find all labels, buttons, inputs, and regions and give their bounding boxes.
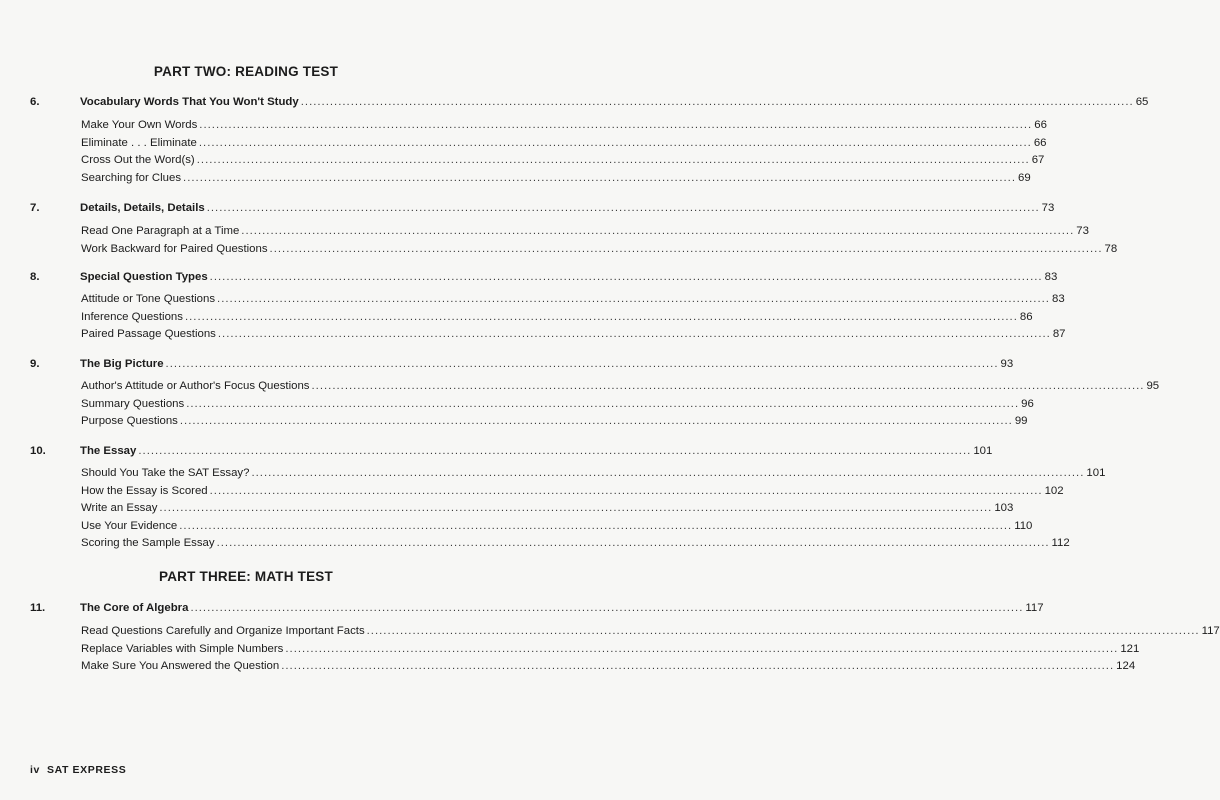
- toc-section[interactable]: [81, 642, 1140, 656]
- page-number: 101: [973, 445, 993, 457]
- toc-chapter-7[interactable]: [30, 201, 1055, 215]
- chapter-title: Vocabulary Words That You Won't Study: [80, 96, 299, 108]
- chapter-title: Special Question Types: [80, 271, 208, 283]
- page-number: 103: [994, 502, 1014, 514]
- page-number: 99: [1014, 415, 1028, 427]
- chapter-number: 11.: [30, 602, 46, 614]
- page-number: 66: [1033, 136, 1047, 149]
- chapter-title: The Essay: [80, 445, 137, 457]
- leader-dots: ........................................................................................................................................................................................................: [241, 225, 1075, 237]
- section-title: Read Questions Carefully and Organize Important Facts: [81, 625, 365, 637]
- section-title: Should You Take the SAT Essay?: [81, 467, 250, 479]
- toc-section[interactable]: [81, 153, 1045, 167]
- section-title: Make Your Own Words: [81, 119, 198, 131]
- section-title: Cross Out the Word(s): [81, 154, 195, 166]
- page-number: 87: [1052, 328, 1066, 340]
- page-number: 101: [1086, 467, 1106, 479]
- leader-dots: ........................................................................................................................................................................................................: [217, 328, 1051, 340]
- toc-section[interactable]: [81, 414, 1028, 428]
- page-number: 86: [1019, 310, 1033, 323]
- leader-dots: ........................................................................................................................................................................................................: [209, 271, 1043, 283]
- toc-section[interactable]: [81, 624, 1220, 638]
- footer-page-number: iv: [30, 764, 40, 776]
- leader-dots: ........................................................................................................................................................................................................: [300, 96, 1134, 108]
- section-title: Author's Attitude or Author's Focus Questions: [81, 380, 310, 392]
- page-number: 112: [1051, 537, 1070, 549]
- page-number: 83: [1051, 293, 1065, 305]
- page-number: 124: [1116, 660, 1136, 672]
- leader-dots: ........................................................................................................................................................................................................: [251, 467, 1085, 479]
- toc-section[interactable]: [81, 327, 1066, 341]
- toc-section[interactable]: [81, 171, 1031, 185]
- leader-dots: ........................................................................................................................................................................................................: [209, 484, 1043, 497]
- toc-section[interactable]: [81, 242, 1118, 256]
- page-number: 78: [1104, 242, 1118, 255]
- section-title: Work Backward for Paired Questions: [81, 242, 268, 255]
- toc-chapter-11[interactable]: [30, 601, 1044, 615]
- leader-dots: ........................................................................................................................................................................................................: [179, 519, 1013, 532]
- leader-dots: ........................................................................................................................................................................................................: [190, 602, 1024, 614]
- toc-chapter-6[interactable]: [30, 95, 1149, 109]
- toc-chapter-9[interactable]: [30, 357, 1014, 371]
- leader-dots: ........................................................................................................................................................................................................: [206, 202, 1040, 214]
- section-title: Summary Questions: [81, 397, 185, 410]
- leader-dots: ........................................................................................................................................................................................................: [186, 397, 1020, 410]
- page-footer: [30, 764, 126, 776]
- toc-section[interactable]: [81, 519, 1033, 533]
- section-title: Write an Essay: [81, 502, 158, 514]
- toc-section[interactable]: [81, 292, 1065, 306]
- chapter-number: 10.: [30, 445, 46, 457]
- leader-dots: ........................................................................................................................................................................................................: [165, 358, 999, 370]
- page-number: 73: [1076, 225, 1089, 237]
- chapter-number: 7.: [30, 202, 40, 214]
- toc-section[interactable]: [81, 379, 1160, 393]
- toc-section[interactable]: [81, 118, 1047, 132]
- section-title: Searching for Clues: [81, 171, 182, 184]
- leader-dots: ........................................................................................................................................................................................................: [269, 242, 1103, 255]
- chapter-number: 8.: [30, 271, 40, 283]
- page-number: 69: [1018, 171, 1031, 184]
- leader-dots: ........................................................................................................................................................................................................: [199, 119, 1033, 131]
- section-title: Purpose Questions: [81, 415, 178, 427]
- section-title: Eliminate . . . Eliminate: [81, 136, 197, 149]
- section-title: Attitude or Tone Questions: [81, 293, 216, 305]
- page-number: 110: [1014, 519, 1033, 532]
- leader-dots: ........................................................................................................................................................................................................: [196, 154, 1030, 166]
- toc-section[interactable]: [81, 484, 1064, 498]
- chapter-title: Details, Details, Details: [80, 202, 205, 214]
- leader-dots: ........................................................................................................................................................................................................: [179, 415, 1013, 427]
- toc-section[interactable]: [81, 536, 1070, 550]
- section-title: Make Sure You Answered the Question: [81, 660, 280, 672]
- section-title: Use Your Evidence: [81, 519, 178, 532]
- section-title: Scoring the Sample Essay: [81, 537, 215, 549]
- leader-dots: ........................................................................................................................................................................................................: [285, 642, 1119, 655]
- toc-section[interactable]: [81, 466, 1106, 480]
- leader-dots: ........................................................................................................................................................................................................: [217, 293, 1050, 305]
- section-title: Inference Questions: [81, 310, 183, 323]
- leader-dots: ........................................................................................................................................................................................................: [281, 660, 1115, 672]
- section-title: Replace Variables with Simple Numbers: [81, 642, 284, 655]
- part-title: PART TWO: READING TEST: [153, 64, 339, 79]
- page-number: 102: [1044, 484, 1064, 497]
- toc-section[interactable]: [81, 224, 1089, 238]
- toc-chapter-10[interactable]: [30, 444, 993, 458]
- part-title: PART THREE: MATH TEST: [159, 569, 333, 584]
- toc-section[interactable]: [81, 397, 1034, 411]
- chapter-title: The Big Picture: [80, 358, 164, 370]
- chapter-title: The Core of Algebra: [80, 602, 189, 614]
- leader-dots: ........................................................................................................................................................................................................: [138, 445, 972, 457]
- page-number: 65: [1135, 96, 1149, 108]
- page-number: 93: [1000, 358, 1014, 370]
- toc-chapter-8[interactable]: [30, 270, 1058, 284]
- chapter-number: 6.: [30, 96, 40, 108]
- leader-dots: ........................................................................................................................................................................................................: [184, 310, 1018, 323]
- page-number: 95: [1146, 380, 1160, 392]
- leader-dots: ........................................................................................................................................................................................................: [159, 502, 993, 514]
- section-title: How the Essay is Scored: [81, 484, 208, 497]
- page-number: 83: [1044, 271, 1058, 283]
- page-number: 96: [1021, 397, 1034, 410]
- page-number: 66: [1034, 119, 1047, 131]
- page-number: 67: [1031, 154, 1045, 166]
- page-number: 73: [1041, 202, 1055, 214]
- section-title: Paired Passage Questions: [81, 328, 216, 340]
- leader-dots: ........................................................................................................................................................................................................: [198, 136, 1032, 149]
- page-number: 117: [1201, 625, 1220, 637]
- leader-dots: ........................................................................................................................................................................................................: [183, 171, 1016, 184]
- section-title: Read One Paragraph at a Time: [81, 225, 240, 237]
- footer-book-title: SAT EXPRESS: [46, 764, 127, 776]
- toc-section[interactable]: [81, 136, 1047, 150]
- leader-dots: ........................................................................................................................................................................................................: [366, 625, 1200, 637]
- leader-dots: ........................................................................................................................................................................................................: [216, 537, 1050, 549]
- page-number: 117: [1025, 602, 1044, 614]
- page-number: 121: [1120, 642, 1140, 655]
- toc-section[interactable]: [81, 501, 1014, 515]
- chapter-number: 9.: [30, 358, 40, 370]
- toc-section[interactable]: [81, 659, 1136, 673]
- leader-dots: ........................................................................................................................................................................................................: [311, 380, 1145, 392]
- toc-section[interactable]: [81, 310, 1033, 324]
